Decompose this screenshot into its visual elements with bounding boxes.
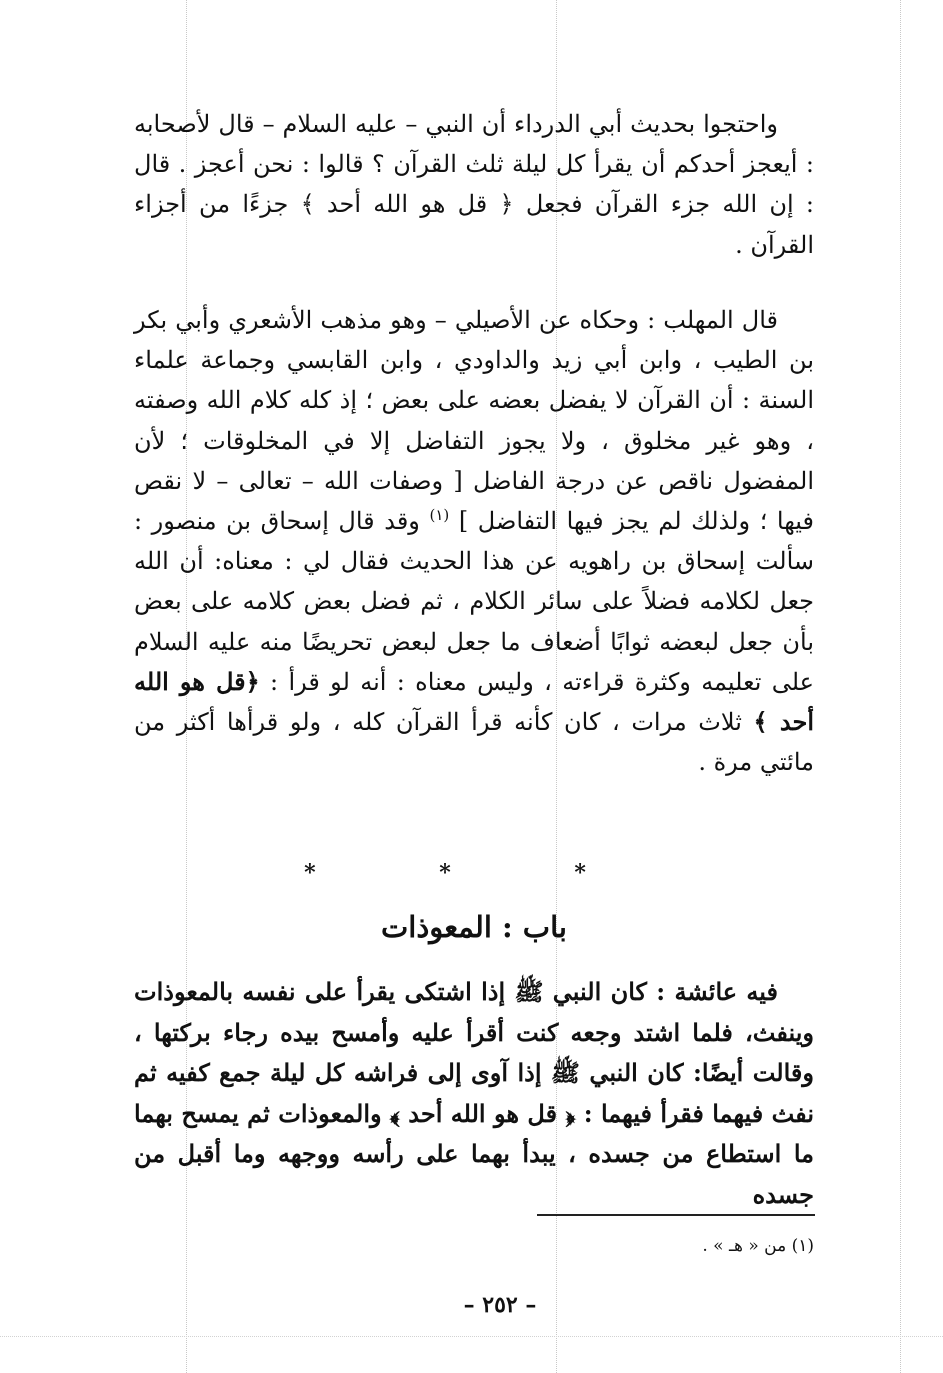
footnote-divider — [537, 1214, 815, 1216]
paragraph-text: وقد قال إسحاق بن منصور : سألت إسحاق بن راهويه عن هذا الحديث فقال لي : معناه: أن الله جعل لكلامه فضلاً على سائر الكلام ، ثم فضل بعض كلامه على بعض بأن جعل لبعضه ثوابًا أضعاف ما جعل لبعض تحريضًا منه عليه السلام على تعليمه وكثرة قراءته ، وليس معناه : أنه لو قرأ : — [134, 507, 814, 696]
paragraph-text: واحتجوا بحديث أبي الدرداء أن النبي – عليه السلام – قال لأصحابه : أيعجز أحدكم أن يقرأ كل ليلة ثلث القرآن ؟ قالوا : نحن أعجز . قال : إن الله جزء القرآن فجعل ﴿ قل هو الله أحد ﴾ جزءًا من أجزاء القرآن . — [134, 110, 814, 259]
chapter-title: باب : المعوذات — [380, 910, 567, 944]
paragraph-abu-darda — [134, 104, 814, 265]
paragraph-muhallab — [134, 300, 814, 782]
paragraph-text: فيه عائشة : كان النبي ﷺ إذا اشتكى يقرأ على نفسه بالمعوذات وينفث، فلما اشتد وجعه كنت أقرأ عليه وأمسح بيده رجاء بركتها ، وقالت أيضًا: كان النبي ﷺ إذا آوى إلى فراشه كل ليلة جمع كفيه ثم نفث فيهما فقرأ فيهما : ﴿ قل هو الله أحد ﴾ والمعوذات ثم يمسح بهما ما استطاع من جسده ، يبدأ بهما على رأسه ووجهه وما أقبل من جسده — [134, 977, 814, 1209]
paragraph-text: قال المهلب : وحكاه عن الأصيلي – وهو مذهب الأشعري وأبي بكر بن الطيب ، وابن أبي زيد والداودي ، وابن القابسي وجماعة علماء السنة : أن القرآن لا يفضل بعضه على بعض ؛ إذ كله كلام الله وصفته ، وهو غير مخلوق ، ولا يجوز التفاضل إلا في المخلوقات ؛ لأن المفضول ناقص عن درجة الفاضل [ وصفات الله – تعالى – لا نقص فيها ؛ ولذلك لم يجز فيها التفاضل ] — [134, 306, 814, 536]
paragraph-text: ثلاث مرات ، كان كأنه قرأ القرآن كله ، ولو قرأها أكثر من مائتي مرة . — [134, 708, 814, 777]
page-number: – ٢٥٢ – — [463, 1292, 537, 1318]
footnote-reference[interactable]: (١) — [429, 506, 450, 525]
scan-guide-line — [0, 1336, 943, 1337]
section-separator: * * * — [304, 860, 644, 886]
quran-quote: ﴿قل هو الله أحد ﴾ — [134, 666, 814, 737]
scan-guide-line — [900, 0, 901, 1373]
paragraph-aisha — [134, 972, 814, 1215]
footnote: (١) من « هـ » . — [702, 1236, 814, 1256]
